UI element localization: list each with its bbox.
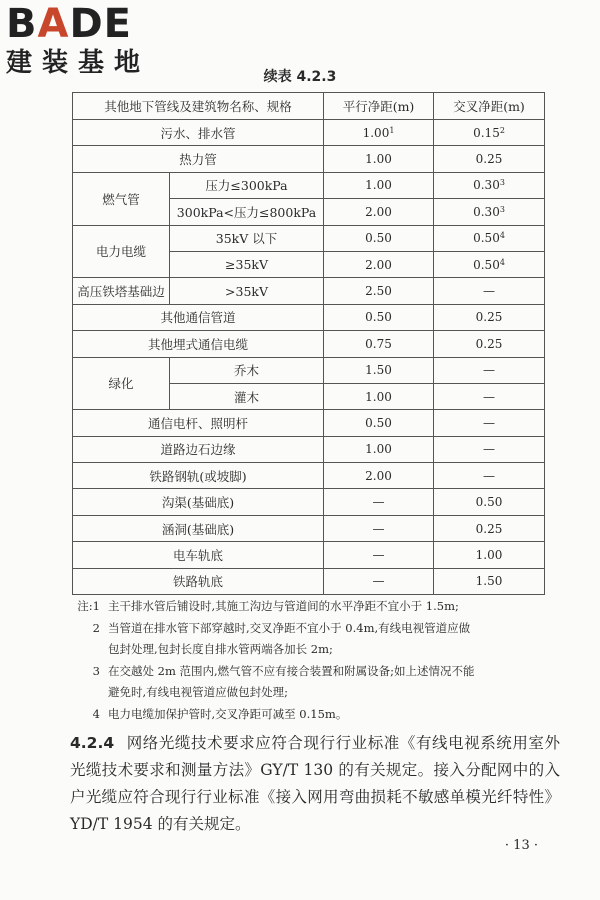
parallel-cell: —	[324, 515, 434, 541]
note-4	[70, 704, 560, 726]
parallel-cell: 1.00$^1$	[324, 120, 434, 146]
clearance-table	[72, 92, 545, 595]
row-name: ≥35kV	[170, 251, 324, 277]
parallel-cell: 2.00	[324, 251, 434, 277]
note-text: 在交越处 2m 范围内,燃气管不应有接合装置和附属设备;如上述情况不能	[108, 663, 475, 678]
note-text: 当管道在排水管下部穿越时,交叉净距不宜小于 0.4m,有线电视管道应做	[108, 620, 471, 635]
parallel-cell: —	[324, 542, 434, 568]
note-label: 注:1	[77, 599, 100, 613]
cross-cell: 1.00	[434, 542, 545, 568]
row-name: 300kPa<压力≤800kPa	[170, 199, 324, 225]
note-number: 3	[92, 663, 100, 678]
logo-subtitle: 建装基地	[6, 48, 151, 78]
cross-cell: 0.30$^3$	[434, 199, 545, 225]
header-name: 其他地下管线及建筑物名称、规格	[73, 93, 324, 120]
row-name: 道路边石边缘	[73, 436, 324, 462]
group-label: 绿化	[73, 357, 170, 410]
row-name: 其他通信管道	[73, 304, 324, 330]
parallel-cell: 0.75	[324, 331, 434, 357]
cross-cell: 0.15$^2$	[434, 120, 545, 146]
parallel-cell: 0.50	[324, 304, 434, 330]
row-name: 乔木	[170, 357, 324, 383]
row-name: 其他埋式通信电缆	[73, 331, 324, 357]
parallel-cell: 1.00	[324, 172, 434, 198]
parallel-cell: 1.50	[324, 357, 434, 383]
row-name: 铁路钢轨(或坡脚)	[73, 463, 324, 489]
logo-wordmark: BADE	[6, 1, 132, 47]
note-3	[70, 661, 560, 683]
row-name: 压力≤300kPa	[170, 172, 324, 198]
note-1	[70, 596, 560, 618]
parallel-cell: —	[324, 568, 434, 594]
cross-cell: 0.50$^4$	[434, 225, 545, 251]
cross-cell: 0.50$^4$	[434, 251, 545, 277]
header-parallel: 平行净距(m)	[324, 93, 434, 120]
clause-paragraph	[70, 730, 560, 838]
table-notes	[70, 596, 560, 725]
table-row	[73, 331, 545, 357]
note-text: 电力电缆加保护管时,交叉净距可减至 0.15m。	[108, 706, 348, 721]
parallel-cell: 0.50	[324, 410, 434, 436]
note-2	[70, 618, 560, 640]
group-label: 燃气管	[73, 172, 170, 225]
cross-cell: —	[434, 278, 545, 304]
row-name: 灌木	[170, 383, 324, 409]
row-name: 电车轨底	[73, 542, 324, 568]
cross-cell: 0.25	[434, 331, 545, 357]
note-number: 4	[92, 706, 100, 721]
row-name: >35kV	[170, 278, 324, 304]
row-name: 热力管	[73, 146, 324, 172]
note-continuation: 避免时,有线电视管道应做包封处理;	[108, 685, 289, 699]
table-row	[73, 542, 545, 568]
table-row	[73, 146, 545, 172]
cross-cell: 0.50	[434, 489, 545, 515]
parallel-cell: 2.00	[324, 199, 434, 225]
table-row	[73, 172, 545, 198]
table-row	[73, 436, 545, 462]
table-header-row	[73, 93, 545, 120]
row-name: 涵洞(基础底)	[73, 515, 324, 541]
table-row	[73, 120, 545, 146]
parallel-cell: 0.50	[324, 225, 434, 251]
cross-cell: —	[434, 383, 545, 409]
table-row	[73, 410, 545, 436]
row-name: 35kV 以下	[170, 225, 324, 251]
cross-cell: —	[434, 410, 545, 436]
group-label: 高压铁塔基础边	[73, 278, 170, 304]
group-label: 电力电缆	[73, 225, 170, 278]
header-cross: 交叉净距(m)	[434, 93, 545, 120]
clause-text: 网络光缆技术要求应符合现行行业标准《有线电视系统用室外光缆技术要求和测量方法》GY/T 130 的有关规定。接入分配网中的入户光缆应符合现行行业标准《接入网用弯曲损耗不敏感单模光纤特性》YD/T 1954 的有关规定。	[70, 734, 560, 833]
table-row	[73, 568, 545, 594]
cross-cell: —	[434, 357, 545, 383]
cross-cell: 0.30$^3$	[434, 172, 545, 198]
parallel-cell: 2.00	[324, 463, 434, 489]
parallel-cell: 1.00	[324, 436, 434, 462]
page-number: · 13 ·	[504, 838, 538, 853]
parallel-cell: 1.00	[324, 383, 434, 409]
cross-cell: 0.25	[434, 304, 545, 330]
row-name: 沟渠(基础底)	[73, 489, 324, 515]
parallel-cell: 1.00	[324, 146, 434, 172]
table-row	[73, 357, 545, 383]
table-row	[73, 304, 545, 330]
parallel-cell: 2.50	[324, 278, 434, 304]
row-name: 通信电杆、照明杆	[73, 410, 324, 436]
parallel-cell: —	[324, 489, 434, 515]
table-row	[73, 225, 545, 251]
cross-cell: 0.25	[434, 515, 545, 541]
note-text: 主干排水管后铺设时,其施工沟边与管道间的水平净距不宜小于 1.5m;	[108, 599, 459, 613]
cross-cell: 1.50	[434, 568, 545, 594]
row-name: 铁路轨底	[73, 568, 324, 594]
table-row	[73, 515, 545, 541]
table-caption: 续表 4.2.3	[263, 69, 337, 85]
row-name: 污水、排水管	[73, 120, 324, 146]
cross-cell: —	[434, 436, 545, 462]
note-continuation: 包封处理,包封长度自排水管两端各加长 2m;	[108, 642, 333, 656]
table-row	[73, 489, 545, 515]
cross-cell: 0.25	[434, 146, 545, 172]
clause-number: 4.2.4	[70, 734, 115, 752]
table-row	[73, 278, 545, 304]
cross-cell: —	[434, 463, 545, 489]
note-number: 2	[92, 620, 100, 635]
table-row	[73, 463, 545, 489]
